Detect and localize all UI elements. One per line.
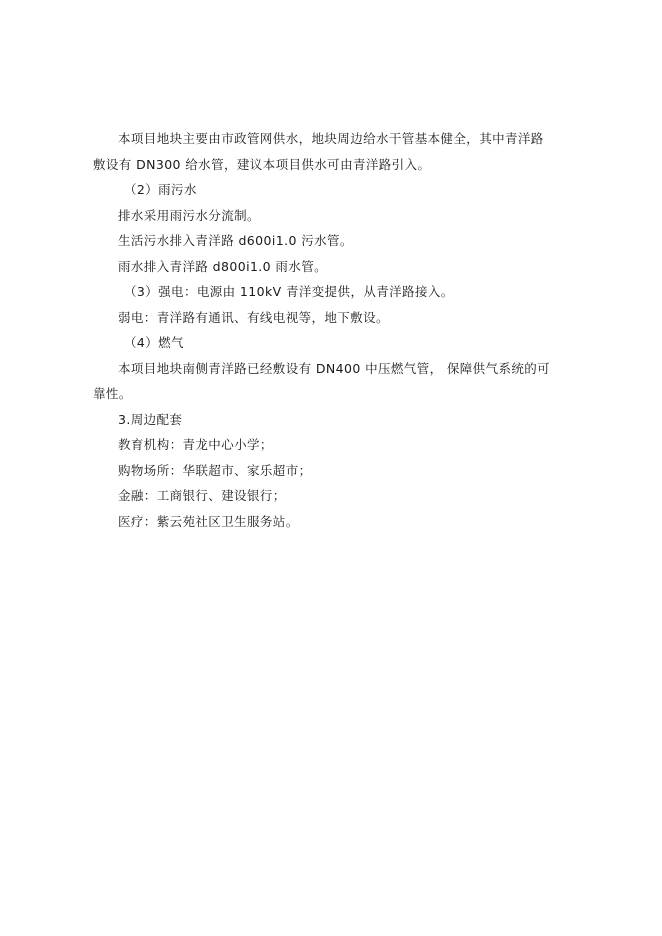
facilities-heading: 3.周边配套 [118, 411, 183, 427]
rain-sewage-heading: （2）雨污水 [124, 182, 197, 197]
gas-line-1: 本项目地块南侧青洋路已经敷设有 DN400 中压燃气管， 保障供气系统的可 [118, 360, 551, 376]
domestic-sewage-line: 生活污水排入青洋路 d600i1.0 污水管。 [118, 233, 353, 248]
drainage-system-line: 排水采用雨污水分流制。 [118, 207, 260, 223]
medical-line: 医疗：紫云苑社区卫生服务站。 [118, 513, 299, 529]
gas-heading: （4）燃气 [124, 335, 184, 350]
education-line: 教育机构：青龙中心小学； [118, 437, 273, 452]
shopping-line: 购物场所：华联超市、家乐超市； [118, 462, 312, 478]
weak-power-line: 弱电：青洋路有通讯、有线电视等，地下敷设。 [118, 309, 389, 325]
water-supply-line-2: 敷设有 DN300 给水管，建议本项目供水可由青洋路引入。 [93, 156, 431, 172]
finance-line: 金融：工商银行、建设银行； [118, 488, 286, 503]
gas-line-2: 靠性。 [93, 386, 132, 401]
document-body [93, 126, 558, 534]
strong-power-line: （3）强电：电源由 110kV 青洋变提供，从青洋路接入。 [124, 284, 454, 299]
water-supply-line-1: 本项目地块主要由市政管网供水，地块周边给水干管基本健全，其中青洋路 [118, 131, 544, 146]
rainwater-line: 雨水排入青洋路 d800i1.0 雨水管。 [118, 258, 327, 274]
